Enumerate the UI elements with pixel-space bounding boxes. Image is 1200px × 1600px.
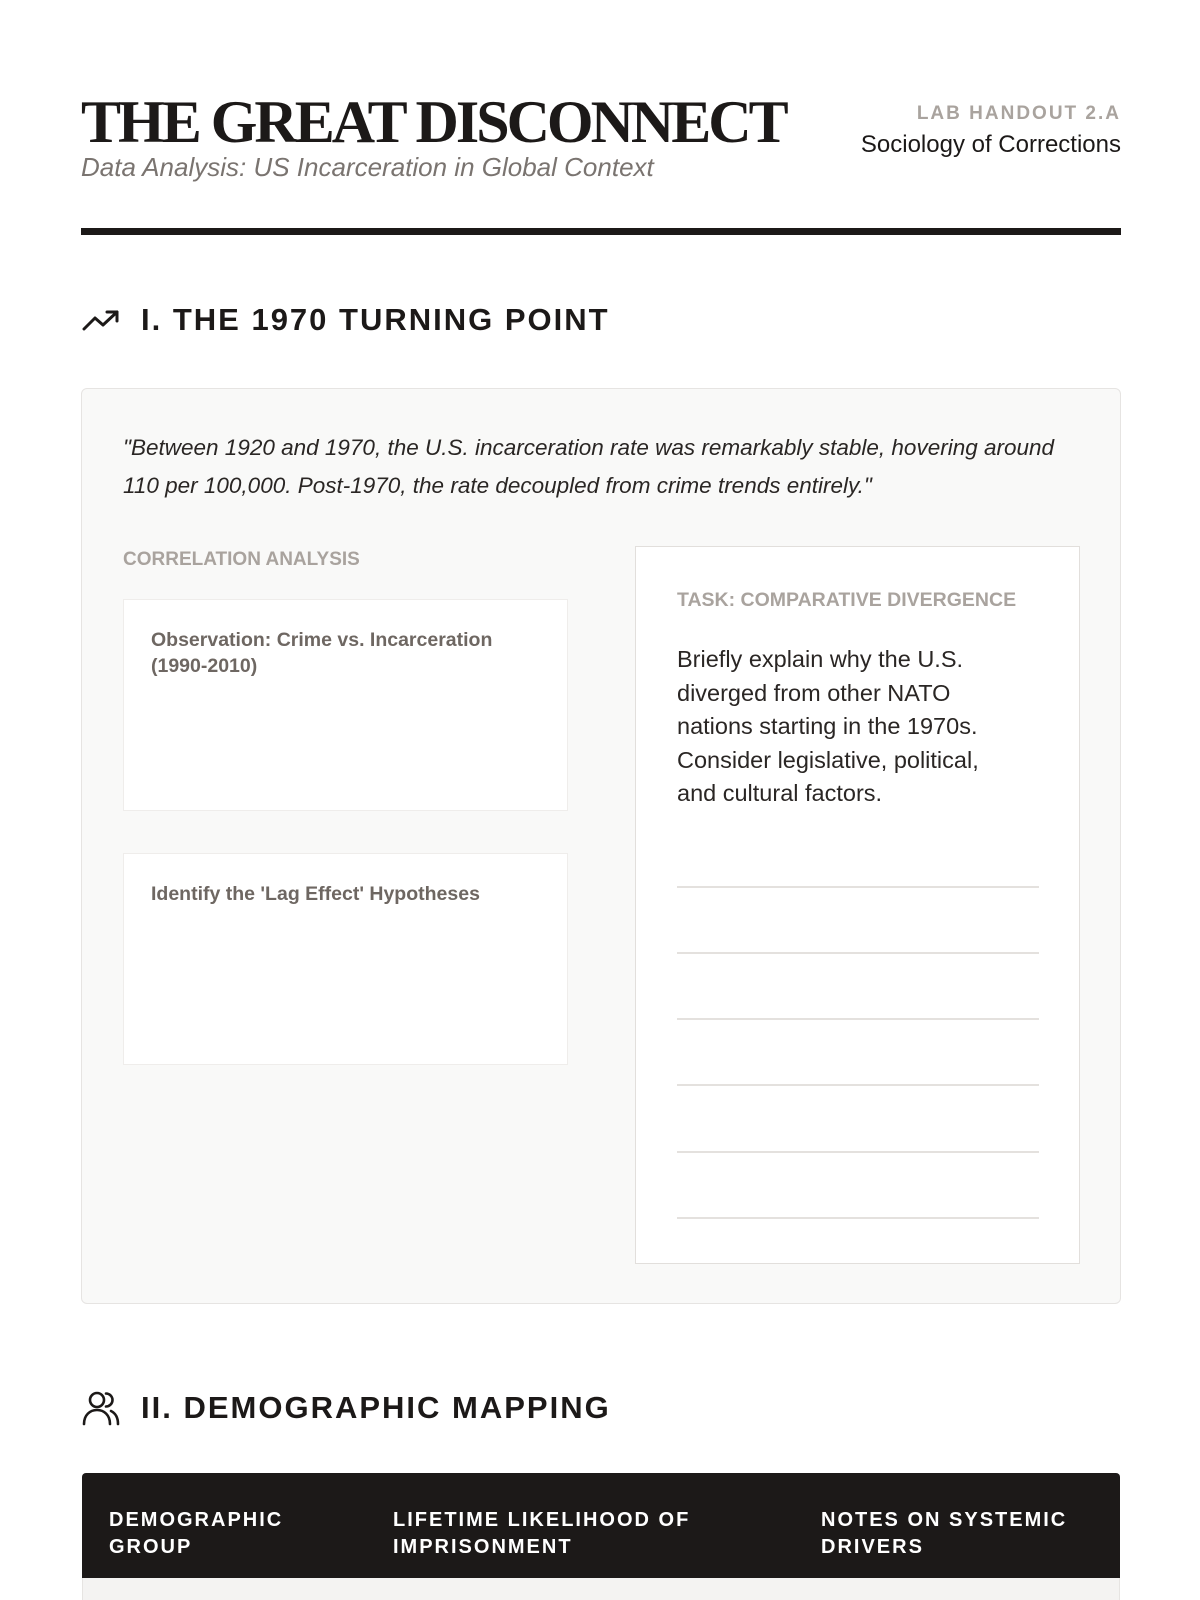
section-heading-turning-point — [81, 300, 610, 340]
task-label: TASK: COMPARATIVE DIVERGENCE — [677, 589, 1017, 611]
answer-line[interactable] — [677, 1151, 1039, 1153]
column-header-demographic-group: DEMOGRAPHIC GROUP — [109, 1509, 284, 1558]
handout-meta — [861, 103, 1121, 159]
answer-line[interactable] — [677, 952, 1039, 954]
correlation-analysis-label: CORRELATION ANALYSIS — [123, 549, 360, 570]
column-header-lifetime-likelihood: LIFETIME LIKELIHOOD OF IMPRISONMENT — [393, 1509, 691, 1558]
page-header — [81, 80, 1121, 235]
trending-up-icon — [81, 300, 121, 340]
section-title: I. THE 1970 TURNING POINT — [141, 302, 610, 337]
observation-label: Observation: Crime vs. Incarceration (1990-2010) — [151, 629, 493, 677]
answer-line[interactable] — [677, 886, 1039, 888]
section-heading-demographic-mapping — [81, 1388, 611, 1428]
answer-line[interactable] — [677, 1217, 1039, 1219]
task-box — [635, 546, 1080, 1264]
task-prompt: Briefly explain why the U.S. diverged from other NATO nations starting in the 1970s. Consider legislative, political, and cultural factors. — [677, 646, 979, 806]
answer-line[interactable] — [677, 1084, 1039, 1086]
page-title: THE GREAT DISCONNECT — [81, 89, 786, 155]
historical-quote: "Between 1920 and 1970, the U.S. incarceration rate was remarkably stable, hovering around 110 per 100,000. Post-1970, the rate decoupled from crime trends entirely." — [123, 435, 1055, 498]
users-icon — [81, 1388, 121, 1428]
observation-box-lag-effect[interactable] — [123, 853, 568, 1065]
observation-label: Identify the 'Lag Effect' Hypotheses — [151, 883, 480, 905]
turning-point-panel — [81, 388, 1121, 1304]
answer-line[interactable] — [677, 1018, 1039, 1020]
handout-label: LAB HANDOUT 2.A — [916, 103, 1121, 124]
page-subtitle: Data Analysis: US Incarceration in Global Context — [81, 152, 654, 182]
column-header-systemic-drivers: NOTES ON SYSTEMIC DRIVERS — [821, 1509, 1068, 1558]
section-title: II. DEMOGRAPHIC MAPPING — [141, 1390, 611, 1425]
course-name: Sociology of Corrections — [860, 131, 1121, 158]
observation-box-crime-vs-incarceration[interactable] — [123, 599, 568, 811]
demographic-table-header — [82, 1473, 1120, 1578]
demographic-table-body — [82, 1578, 1120, 1600]
